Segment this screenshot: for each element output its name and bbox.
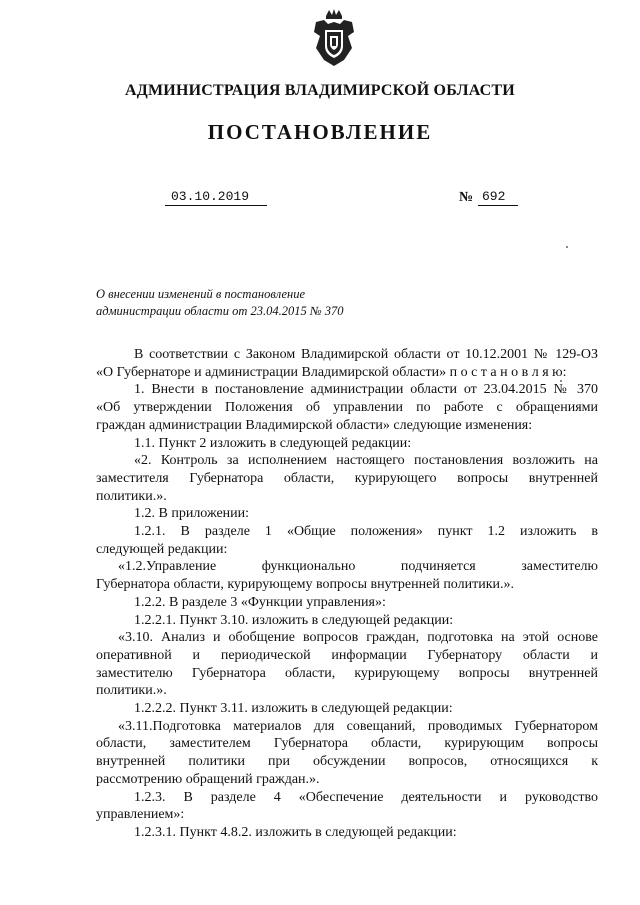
body-line: заместителя Губернатора области, курирующего вопросы внутренней bbox=[96, 470, 598, 486]
body-line: следующей редакции: bbox=[96, 541, 228, 557]
document-body bbox=[96, 346, 598, 842]
body-line: «3.10. Анализ и обобщение вопросов граждан, подготовка на этой основе bbox=[118, 630, 598, 646]
body-line: управлением»: bbox=[96, 807, 185, 823]
body-line: 1. Внести в постановление администрации области от 23.04.2015 № 370 bbox=[134, 382, 598, 398]
document-type-title: ПОСТАНОВЛЕНИЕ bbox=[207, 120, 433, 144]
body-line: граждан администрации Владимирской области» следующие изменения: bbox=[96, 417, 533, 433]
body-line: внутренней политики при обсуждении вопросов, относящихся к bbox=[96, 754, 598, 770]
organization-name: АДМИНИСТРАЦИЯ ВЛАДИМИРСКОЙ ОБЛАСТИ bbox=[125, 82, 515, 99]
document-number: 692 bbox=[478, 189, 518, 206]
body-line: рассмотрению обращений граждан.». bbox=[96, 771, 320, 787]
body-line: «3.11.Подготовка материалов для совещаний, проводимых Губернатором bbox=[118, 718, 598, 734]
scan-speck bbox=[566, 246, 568, 248]
body-line: 1.2.3.1. Пункт 4.8.2. изложить в следующей редакции: bbox=[134, 824, 457, 840]
subject-line: О внесении изменений в постановление bbox=[96, 287, 306, 301]
coat-of-arms-emblem bbox=[308, 8, 360, 70]
body-line: политики.». bbox=[96, 683, 167, 699]
body-line: 1.2. В приложении: bbox=[134, 506, 250, 522]
body-line: «2. Контроль за исполнением настоящего постановления возложить на bbox=[134, 453, 598, 469]
body-line: Губернатора области, курирующему вопросы внутренней политики.». bbox=[96, 577, 515, 593]
body-line: области, заместителем Губернатора области, курирующим вопросы bbox=[96, 736, 598, 752]
body-line: 1.2.2. В разделе 3 «Функции управления»: bbox=[134, 594, 386, 610]
number-sign: № bbox=[459, 190, 474, 205]
body-line: политики.». bbox=[96, 488, 167, 504]
document-subject bbox=[96, 286, 396, 320]
body-line: 1.1. Пункт 2 изложить в следующей редакции: bbox=[134, 435, 412, 451]
body-line: 1.2.2.1. Пункт 3.10. изложить в следующей редакции: bbox=[134, 612, 454, 628]
body-line: 1.2.3. В разделе 4 «Обеспечение деятельности и руководство bbox=[134, 789, 598, 805]
body-line: заместителю Губернатора области, курирующему вопросы внутренней bbox=[96, 665, 598, 681]
body-line: 1.2.2.2. Пункт 3.11. изложить в следующей редакции: bbox=[134, 701, 453, 717]
body-line: оперативной и периодической информации Губернатору области и bbox=[96, 647, 598, 663]
body-line: 1.2.1. В разделе 1 «Общие положения» пункт 1.2 изложить в bbox=[134, 524, 598, 540]
body-line: В соответствии с Законом Владимирской области от 10.12.2001 № 129-ОЗ bbox=[134, 347, 598, 362]
document-date: 03.10.2019 bbox=[165, 189, 267, 206]
body-line: «О Губернаторе и администрации Владимирской области» п о с т а н о в л я ю: bbox=[96, 364, 567, 380]
body-line: «Об утверждении Положения об управлении по работе с обращениями bbox=[96, 400, 598, 416]
subject-line: администрации области от 23.04.2015 № 370 bbox=[96, 304, 344, 318]
body-line: «1.2.Управление функционально подчиняется заместителю bbox=[118, 559, 598, 575]
